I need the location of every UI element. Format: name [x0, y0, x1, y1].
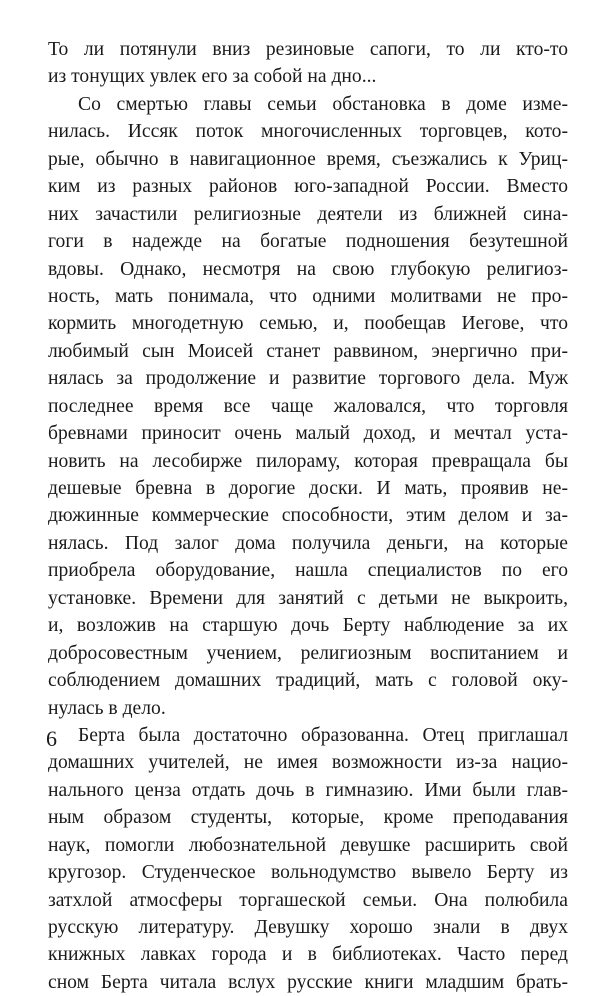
text-line: бревнами приносит очень малый доход, и мечтал уста-	[48, 423, 568, 445]
text-line: нилась. Иссяк поток многочисленных торговцев, кото-	[48, 121, 568, 143]
text-line: То ли потянули вниз резиновые сапоги, то ли кто-то	[48, 39, 568, 60]
text-line: установке. Времени для занятий с детьми не выкроить,	[48, 587, 568, 609]
text-line: нального ценза отдать дочь в гимназию. Ими были глав-	[48, 779, 568, 801]
text-line: сном Берта читала вслух русские книги младшим брать-	[48, 971, 568, 993]
text-line: наук, помогли любознательной девушке расширить свой	[48, 834, 568, 856]
text-line: ность, мать понимала, что одними молитвами не про-	[48, 285, 568, 307]
text-line: кормить многодетную семью, и, пообещав Иегове, что	[48, 313, 568, 335]
text-line: последнее время все чаще жаловался, что торговля	[48, 395, 568, 417]
text-line: любимый сын Моисей станет раввином, энергично при-	[48, 340, 568, 362]
text-line: ным образом студенты, которые, кроме преподавания	[48, 807, 568, 829]
text-line: дюжинные коммерческие способности, этим делом и за-	[48, 505, 568, 527]
text-line: них зачастили религиозные деятели из ближней сина-	[48, 203, 568, 225]
text-line: Со смертью главы семьи обстановка в доме изме-	[78, 93, 568, 115]
text-line: затхлой атмосферы торгашеской семьи. Она полюбила	[48, 889, 568, 911]
text-line: русскую литературу. Девушку хорошо знали в двух	[48, 917, 568, 938]
text-line: и, возложив на старшую дочь Берту наблюдение за их	[48, 615, 568, 637]
text-line: кругозор. Студенческое вольнодумство вывело Берту из	[48, 862, 568, 884]
text-line: книжных лавках города и в библиотеках. Часто перед	[48, 944, 568, 966]
text-line: добросовестным учением, религиозным воспитанием и	[48, 642, 568, 664]
text-line: соблюдением домашних традиций, мать с головой оку-	[48, 670, 568, 692]
text-line: нулась в дело.	[48, 697, 166, 719]
text-line: приобрела оборудование, нашла специалистов по его	[48, 560, 568, 582]
text-line: рые, обычно в навигационное время, съезжались к Уриц-	[48, 148, 568, 170]
text-line: нялась за продолжение и развитие торгового дела. Муж	[48, 368, 568, 390]
page-number: 6	[46, 726, 57, 751]
text-line: вдовы. Однако, несмотря на свою глубокую религиоз-	[48, 258, 568, 280]
text-line: Берта была достаточно образованна. Отец приглашал	[78, 724, 568, 746]
body-text	[48, 36, 568, 996]
text-line: дешевые бревна в дорогие доски. И мать, проявив не-	[48, 478, 568, 499]
text-line: ким из разных районов юго-западной России. Вместо	[48, 176, 568, 198]
text-line: гоги в надежде на богатые подношения безутешной	[48, 231, 568, 253]
text-line: домашних учителей, не имея возможности из-за нацио-	[48, 752, 568, 774]
text-line: нялась. Под залог дома получила деньги, на которые	[48, 532, 568, 554]
text-line: новить на лесобирже пилораму, которая превращала бы	[48, 450, 568, 472]
text-line: из тонущих увлек его за собой на дно...	[48, 66, 377, 88]
